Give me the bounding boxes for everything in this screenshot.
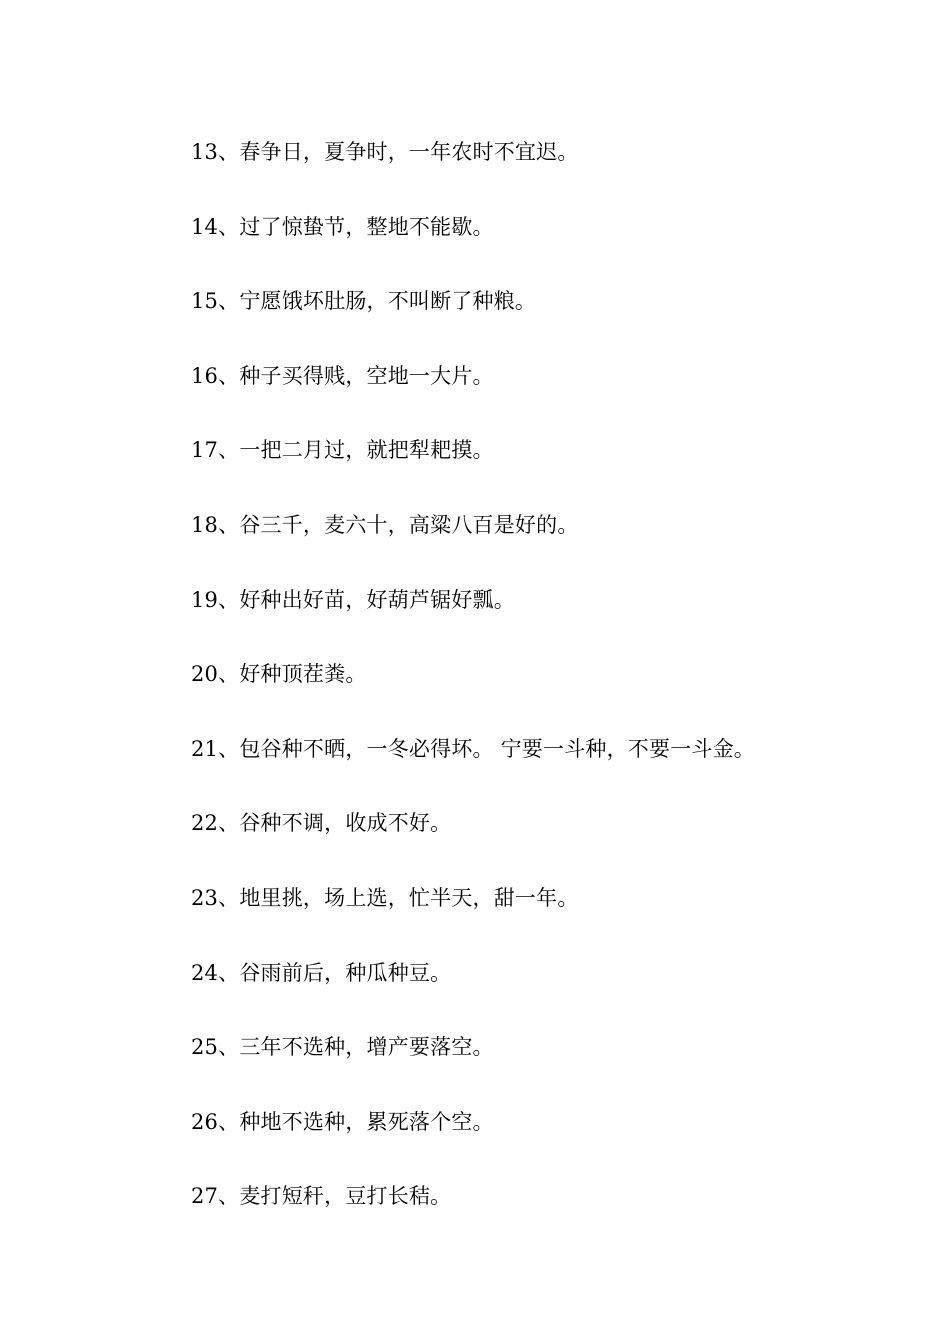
proverb-list (191, 132, 911, 1251)
proverb-line-23: 23、地里挑，场上选，忙半天，甜一年。 (191, 885, 579, 910)
proverb-line-21: 21、包谷种不晒，一冬必得坏。 宁要一斗种，不要一斗金。 (191, 736, 755, 761)
proverb-line-27: 27、麦打短秆，豆打长秸。 (191, 1184, 452, 1209)
proverb-line-26: 26、种地不选种，累死落个空。 (191, 1109, 494, 1134)
proverb-line-25: 25、三年不选种，增产要落空。 (191, 1035, 494, 1060)
proverb-line-13: 13、春争日，夏争时，一年农时不宜迟。 (191, 140, 579, 164)
proverb-line-22: 22、谷种不调，收成不好。 (191, 811, 452, 836)
proverb-line-16: 16、种子买得贱，空地一大片。 (191, 363, 494, 388)
proverb-line-14: 14、过了惊蛰节，整地不能歇。 (191, 214, 494, 239)
proverb-line-20: 20、好种顶茬粪。 (191, 662, 367, 687)
proverb-line-19: 19、好种出好苗，好葫芦锯好瓢。 (191, 587, 515, 612)
proverb-line-24: 24、谷雨前后，种瓜种豆。 (191, 960, 452, 985)
proverb-line-15: 15、宁愿饿坏肚肠，不叫断了种粮。 (191, 289, 537, 314)
proverb-line-18: 18、谷三千，麦六十，高粱八百是好的。 (191, 512, 579, 537)
proverb-line-17: 17、一把二月过，就把犁耙摸。 (191, 438, 494, 463)
